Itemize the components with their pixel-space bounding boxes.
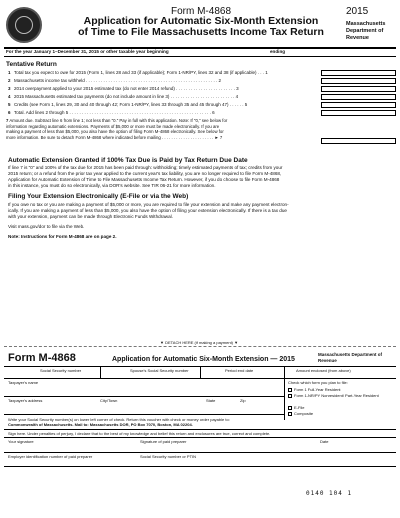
tentative-line-5 xyxy=(8,102,324,108)
spouse-ssn-field[interactable]: Spouse's Social Security number xyxy=(130,368,189,373)
tax-year: 2015 xyxy=(346,6,369,17)
option-form1nr[interactable]: Form 1-NR/PY Nonresident/ Part-Year Resident xyxy=(288,393,379,398)
option-efile[interactable]: E-File xyxy=(288,405,304,410)
rule xyxy=(4,56,396,57)
address-field[interactable]: Taxpayer's address xyxy=(8,398,43,403)
detach-rule xyxy=(4,346,396,347)
tentative-line-6 xyxy=(8,110,324,116)
ssn-field[interactable]: Social Security number xyxy=(40,368,82,373)
efile-text: If you owe no tax or you are making a payment of $5,000 or more, you are required to file your extension and make any payment electron- ically. If you are making a payment of less than $5,000, you also have the option of filing your extension electronically. If there is a tax due with your extension, payment can be made through Electronic Funds Withdrawal. xyxy=(8,202,289,219)
line-text: 2015 Massachusetts estimated tax payments (do not include amount in line 3) . . . . . . . . . . . . . . . . . . . . . . . . . . 4 xyxy=(14,94,239,99)
rule xyxy=(4,452,396,453)
form-choice-label: Check which form you plan to file: xyxy=(288,380,348,385)
form-title: Application for Automatic Six-Month Extension of Time to File Massachusetts Income Tax Return xyxy=(78,15,324,38)
line-1-amount-box[interactable] xyxy=(321,70,396,76)
line-number: 1 xyxy=(8,70,11,75)
preparer-ptin-field[interactable]: Social Security number or PTIN xyxy=(140,454,197,459)
line-7-box[interactable] xyxy=(321,138,396,144)
form-code: 0140 104 1 xyxy=(306,490,353,497)
line-text: Massachusetts income tax withheld . . . . . . . . . . . . . . . . . . . . . . . . . . . . . . . . . . . . . . . . . . . . . . . . . . . . . 2 xyxy=(14,78,222,83)
line-5-amount-box[interactable] xyxy=(321,102,396,108)
preparer-ein-field[interactable]: Employer identification number of paid preparer xyxy=(8,454,93,459)
rule xyxy=(4,437,396,438)
line-text: Total tax you expect to owe for 2015 (Form 1, lines 28 and 33 (if applicable); Form 1-NR/PY, lines 32 and 38 (if applicable) . . . 1 xyxy=(14,70,268,75)
auto-extension-text: If line 7 is "0" and 100% of the tax due for 2015 has been paid through: withholding; timely estimated payments of tax; credits from your 2015 return; or a refund from the prior tax year applied to the current year's tax liability, you are no longer required to file Form M-4868, Application for Automatic Extension of Time to File Massachusetts Income Tax Return. However, if you do choose to file Form M-4868 in this instance, you must do so electronically, via DOR's website. See TIR 06-21 for more information. xyxy=(8,165,283,188)
period-end-field[interactable]: Period end date xyxy=(225,368,254,373)
city-field[interactable]: City/Town xyxy=(100,398,118,403)
tax-year-ending: ending xyxy=(270,49,286,54)
divider xyxy=(200,366,201,378)
tax-year-range: For the year January 1–December 31, 2015 or other taxable year beginning xyxy=(6,49,169,54)
efile-heading: Filing Your Extension Electronically (E-File or via the Web) xyxy=(8,193,189,200)
line-3-amount-box[interactable] xyxy=(321,86,396,92)
auto-extension-heading: Automatic Extension Granted if 100% Tax Due is Paid by Tax Return Due Date xyxy=(8,157,248,164)
form-number: Form M-4868 xyxy=(170,6,231,17)
line-text: Total. Add lines 2 through 5 . . . . . . . . . . . . . . . . . . . . . . . . . . . . . . . . . . . . . . . . . . . . . . . . . . . . . . . . . 6 xyxy=(14,110,215,115)
department-name: Massachusetts Department of Revenue xyxy=(346,21,386,41)
voucher-dept: Massachusetts Department of Revenue xyxy=(318,352,383,363)
option-form1[interactable]: Form 1 Full-Year Resident xyxy=(288,387,341,392)
divider xyxy=(284,366,285,420)
checkbox[interactable] xyxy=(288,394,292,398)
checkbox[interactable] xyxy=(288,388,292,392)
mailing-instructions: Write your Social Security number(s) on lower left corner of check. Return this voucher with check or money order payable to: xyxy=(8,417,230,422)
amount-enclosed-field[interactable]: Amount enclosed (from above) xyxy=(296,368,351,373)
tentative-line-3 xyxy=(8,86,324,92)
rule xyxy=(4,466,396,467)
taxpayer-name-field[interactable]: Taxpayer's name xyxy=(8,380,39,385)
line-number: 4 xyxy=(8,94,11,99)
divider xyxy=(100,366,101,378)
rule xyxy=(4,414,284,415)
rule xyxy=(4,396,284,397)
voucher-title: Application for Automatic Six-Month Extension — 2015 xyxy=(112,356,295,363)
instructions-note: Note: Instructions for Form M-4868 are on page 2. xyxy=(8,234,117,239)
dor-seal-logo xyxy=(6,7,42,43)
line-text: Credits (see Form 1, lines 29, 30 and 40 through 42; Form 1-NR/PY, lines 33 through 35 and 45 through 47) . . . . . . 5 xyxy=(14,102,248,107)
option-composite[interactable]: Composite xyxy=(288,411,313,416)
sign-here-declaration: Sign here. Under penalties of perjury, I declare that to the best of my knowledge and belief this return and enclosures are true, correct and complete. xyxy=(8,431,271,436)
checkbox[interactable] xyxy=(288,406,292,410)
line-6-amount-box[interactable] xyxy=(321,110,396,116)
date-field[interactable]: Date xyxy=(320,439,329,444)
line-7-text: 7 Amount due. Subtract line 6 from line 1; not less than "0." Pay in full with this application. Note: If "0," see below for information regarding automatic extensions. Payments of $5,000 or more must be made electronically. If you are making a payment of less than $5,000, you also have the option of filing Form M-4868 electronically. See below for more information. Be sure to detach Form M-4868 where indicated before mailing . . . . . . . . . . . . . . . . . . . . . . ► 7 xyxy=(6,118,228,140)
zip-field[interactable]: Zip xyxy=(240,398,246,403)
line-number: 5 xyxy=(8,102,11,107)
voucher-form-number: Form M-4868 xyxy=(8,352,76,364)
preparer-signature-field[interactable]: Signature of paid preparer xyxy=(140,439,187,444)
tentative-return-heading: Tentative Return xyxy=(6,61,57,68)
rule xyxy=(4,378,396,379)
tentative-line-4 xyxy=(8,94,324,100)
mailing-address: Commonwealth of Massachusetts. Mail to: Massachusetts DOR, PO Box 7070, Boston, MA 02204. xyxy=(8,422,193,427)
detach-line: ▼ DETACH HERE (if making a payment) ▼ xyxy=(160,340,239,345)
checkbox[interactable] xyxy=(288,412,292,416)
tentative-line-2 xyxy=(8,78,324,84)
tentative-line-1 xyxy=(8,70,324,76)
efile-visit: Visit mass.gov/dor to file via the Web. xyxy=(8,224,85,229)
line-text: 2014 overpayment applied to your 2015 estimated tax (do not enter 2014 refund) . . . . . . . . . . . . . . . . . . . . . . . . 3 xyxy=(14,86,239,91)
line-number: 3 xyxy=(8,86,11,91)
line-2-amount-box[interactable] xyxy=(321,78,396,84)
state-field[interactable]: State xyxy=(206,398,216,403)
line-4-amount-box[interactable] xyxy=(321,94,396,100)
line-number: 6 xyxy=(8,110,11,115)
line-number: 2 xyxy=(8,78,11,83)
your-signature-field[interactable]: Your signature xyxy=(8,439,34,444)
rule xyxy=(4,429,396,430)
